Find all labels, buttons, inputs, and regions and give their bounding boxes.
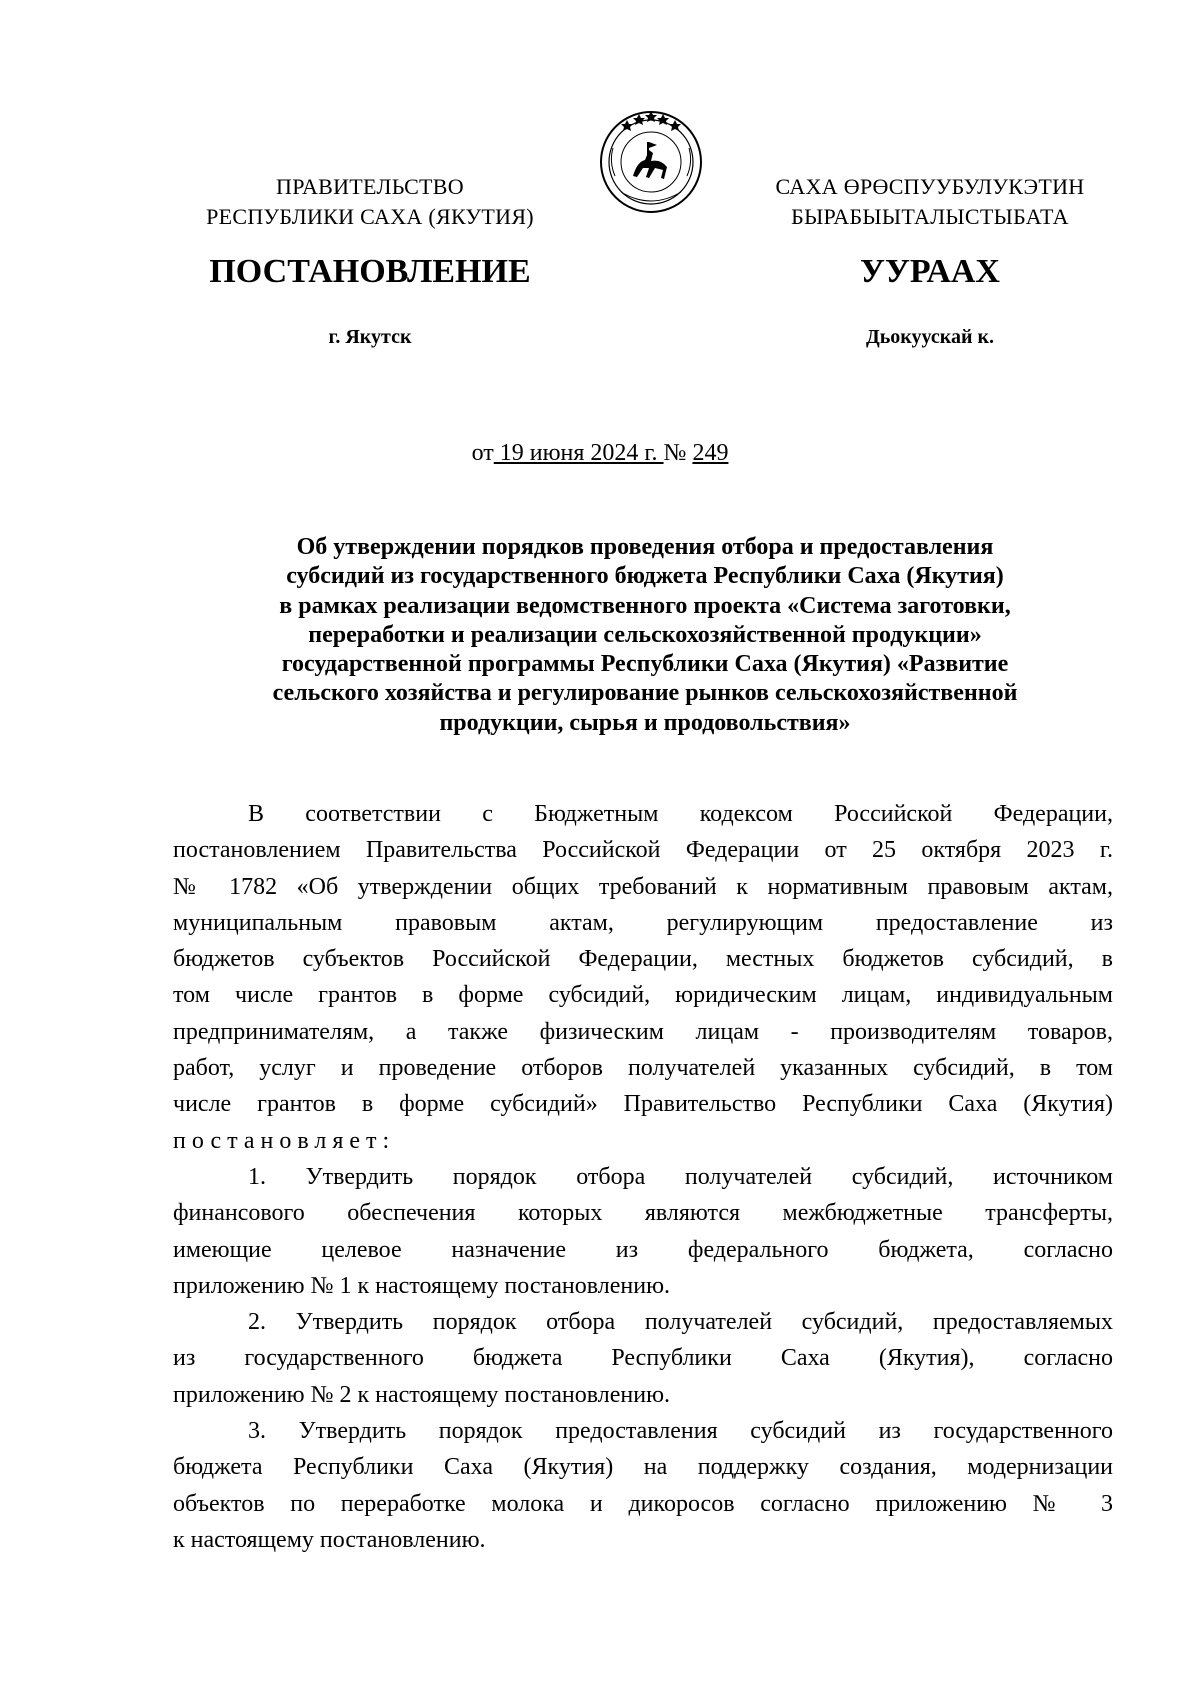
- body-line: числе грантов в форме субсидий» Правительство Республики Саха (Якутия): [173, 1091, 1113, 1118]
- body-line: приложению № 2 к настоящему постановлению.: [173, 1381, 671, 1408]
- coat-of-arms-icon: [597, 108, 705, 216]
- government-name-line1: ПРАВИТЕЛЬСТВО: [276, 174, 464, 199]
- body-line: из государственного бюджета Республики Саха (Якутия), согласно: [173, 1345, 1113, 1372]
- body-line: том числе грантов в форме субсидий, юридическим лицам, индивидуальным: [173, 982, 1113, 1009]
- body-line: бюджета Республики Саха (Якутия) на поддержку создания, модернизации: [173, 1454, 1113, 1481]
- body-line: предпринимателям, а также физическим лицам - производителям товаров,: [173, 1018, 1113, 1045]
- decree-word: постановляет:: [173, 1127, 396, 1154]
- body-line: работ, услуг и проведение отборов получателей указанных субсидий, в том: [173, 1055, 1113, 1082]
- body-line: имеющие целевое назначение из федерального бюджета, согласно: [173, 1236, 1113, 1263]
- city-yakut: Дьокуускай к.: [865, 326, 995, 348]
- body-line: 2. Утвердить порядок отбора получателей субсидий, предоставляемых: [248, 1309, 1113, 1336]
- body-line: муниципальным правовым актам, регулирующим предоставление из: [173, 909, 1113, 936]
- item-1-paragraph: [173, 1159, 1113, 1304]
- decree-number: 249: [692, 440, 729, 466]
- government-name-yakut-line1: САХА ӨРӨСПУУБУЛУКЭТИН: [775, 174, 1085, 199]
- title-line: переработки и реализации сельскохозяйственной продукции»: [308, 621, 982, 648]
- body-line: 1. Утвердить порядок отбора получателей субсидий, источником: [248, 1163, 1113, 1190]
- doc-type-russian: ПОСТАНОВЛЕНИЕ: [209, 253, 531, 290]
- title-line: государственной программы Республики Саха (Якутия) «Развитие: [281, 651, 1009, 678]
- date-prefix: от: [471, 440, 494, 466]
- decree-date: 19 июня 2024 г.: [493, 440, 664, 466]
- body-line: к настоящему постановлению.: [173, 1526, 486, 1553]
- item-3-paragraph: [173, 1413, 1113, 1558]
- item-2-paragraph: [173, 1304, 1113, 1413]
- title-line: Об утверждении порядков проведения отбора и предоставления: [296, 534, 994, 560]
- body-line: 3. Утвердить порядок предоставления субсидий из государственного: [248, 1418, 1113, 1445]
- title-line: субсидий из государственного бюджета Республики Саха (Якутия): [286, 563, 1004, 590]
- preamble-paragraph: [173, 796, 1113, 1159]
- body-line: финансового обеспечения которых являются межбюджетные трансферты,: [173, 1200, 1113, 1227]
- body-line: постановлением Правительства Российской Федерации от 25 октября 2023 г.: [173, 837, 1113, 864]
- body-line: объектов по переработке молока и дикоросов согласно приложению № 3: [173, 1490, 1113, 1517]
- decree-date-number: [0, 438, 1200, 468]
- title-line: продукции, сырья и продовольствия»: [439, 709, 851, 736]
- government-name-yakut: [720, 172, 1140, 232]
- doc-type-yakut: УУРААХ: [860, 253, 1000, 290]
- body-line: приложению № 1 к настоящему постановлению.: [173, 1272, 671, 1299]
- body-line: В соответствии с Бюджетным кодексом Российской Федерации,: [248, 801, 1113, 827]
- city-russian: г. Якутск: [328, 326, 412, 348]
- decree-title: [170, 533, 1120, 738]
- number-label: №: [663, 440, 693, 466]
- body-line: № 1782 «Об утверждении общих требований к нормативным правовым актам,: [173, 873, 1113, 900]
- body-line: бюджетов субъектов Российской Федерации, местных бюджетов субсидий, в: [173, 946, 1113, 973]
- decree-body: [173, 796, 1113, 1558]
- government-name-line2: РЕСПУБЛИКИ САХА (ЯКУТИЯ): [206, 204, 534, 229]
- title-line: сельского хозяйства и регулирование рынков сельскохозяйственной: [272, 680, 1018, 707]
- government-name-yakut-line2: БЫРАБЫЫТАЛЫСТЫБАТА: [791, 204, 1069, 229]
- title-line: в рамках реализации ведомственного проекта «Система заготовки,: [279, 592, 1011, 619]
- government-name-russian: [160, 172, 580, 232]
